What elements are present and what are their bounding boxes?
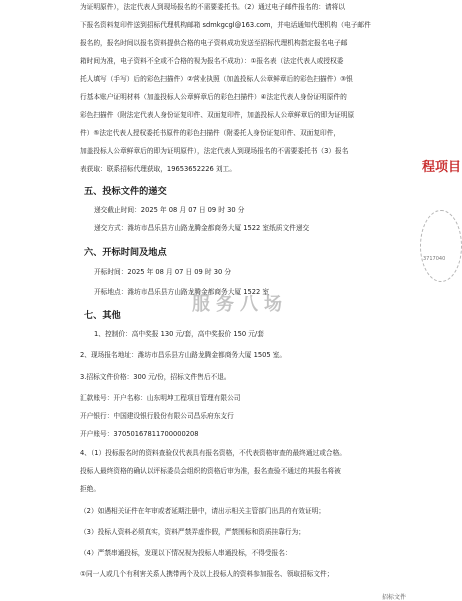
text-line: 1、控制价：高中奖报 130 元/套，高中奖报价 150 元/套 bbox=[94, 330, 264, 338]
text-line: （3）投标人资料必须真实，资料严禁弄虚作假，严禁围标和资质挂靠行为； bbox=[80, 528, 305, 536]
text-line: 3.招标文件价格：300 元/份，招标文件售后不退。 bbox=[80, 373, 231, 381]
text-line: 4、（1）投标报名时的资料查验仅代表具有报名资格，不代表资格审查的最终通过或合格。 bbox=[80, 449, 346, 457]
text-line: 为证明原件），法定代表人到现场报名的不需要委托书。（2）通过电子邮件报名的：请将以 bbox=[80, 3, 346, 11]
bank-account-number: 开户账号：37050167811700000208 bbox=[80, 430, 199, 438]
text-line: 彩色扫描件（附法定代表人身份证复印件、双面复印件，加盖投标人公章鲜章后的即为证明原 bbox=[80, 111, 355, 119]
text-line: （2）如遇相关证件在年审或者延期注册中，请出示相关主管部门出具的有效证明； bbox=[80, 507, 326, 515]
text-line: （4）严禁串通投标，发现以下情况视为投标人串通投标，不得受报名： bbox=[80, 549, 292, 557]
section-heading-other: 七、其他 bbox=[84, 310, 121, 321]
opening-location: 开标地点：潍坊市昌乐县方山路龙腾金都商务大厦 1522 室 bbox=[94, 288, 270, 296]
text-line: 托人填写（手写）后的彩色扫描件）②营业执照（加盖投标人公章鲜章后的彩色扫描件）③银 bbox=[80, 75, 353, 83]
text-line: 加盖投标人公章鲜章后的即为证明原件），法定代表人到现场报名的不需要委托书（3）报名 bbox=[80, 147, 349, 155]
text-line: 件）⑤法定代表人授权委托书原件的彩色扫描件（附委托人身份证复印件、双面复印件， bbox=[80, 129, 341, 137]
text-line: 2、现场报名地址：潍坊市昌乐县方山路龙腾金都商务大厦 1505 室。 bbox=[80, 351, 287, 359]
bank-name: 开户银行：中国建设银行股份有限公司昌乐府东支行 bbox=[80, 412, 234, 420]
text-line: 拒绝。 bbox=[80, 485, 101, 493]
seal-text: 程项目 bbox=[422, 160, 462, 175]
text-line: 投标人最终资格的确认以评标委员会组织的资格后审为准，报名查验不通过的其报名将被 bbox=[80, 467, 341, 475]
opening-time: 开标时间：2025 年 08 月 07 日 09 时 30 分 bbox=[94, 268, 232, 276]
bank-account-name: 汇款账号：开户名称：山东明坤工程项目管理有限公司 bbox=[80, 394, 241, 402]
submission-method: 递交方式：潍坊市昌乐县方山路龙腾金都商务大厦 1522 室纸质文件递交 bbox=[94, 224, 310, 232]
submission-deadline: 递交截止时间：2025 年 08 月 07 日 09 时 30 分 bbox=[94, 206, 245, 214]
text-line: 表获取：联系招标代理获取，19653652226 刘工。 bbox=[80, 165, 236, 173]
seal-ring bbox=[420, 210, 462, 282]
text-line: 报名的，报名时间以报名资料提供合格的电子资料成功发送至招标代理机构指定报名电子邮 bbox=[80, 39, 348, 47]
company-seal bbox=[422, 152, 462, 192]
watermark: 服务八场 bbox=[192, 294, 288, 315]
text-line: 行基本账户证明材料（加盖投标人公章鲜章后的彩色扫描件）④法定代表人身份证明原件的 bbox=[80, 93, 347, 101]
text-line: 下报名资料复印件送到招标代理机构邮箱 sdmkgcgl@163.com，并电话通知代理机构（电子邮件 bbox=[80, 21, 371, 29]
footer-mark: 招标文件 bbox=[382, 594, 407, 601]
section-heading-submission: 五、投标文件的递交 bbox=[84, 186, 167, 197]
seal-number: 3717040 bbox=[423, 256, 446, 262]
section-heading-opening: 六、开标时间及地点 bbox=[84, 247, 167, 258]
text-line: ①同一人或几个有利害关系人携带两个及以上投标人的资料参加报名、领取招标文件； bbox=[80, 570, 334, 578]
text-line: 箱时间为准，电子资料不全或不合格的视为报名不成功）：①报名表（法定代表人或授权委 bbox=[80, 57, 344, 65]
